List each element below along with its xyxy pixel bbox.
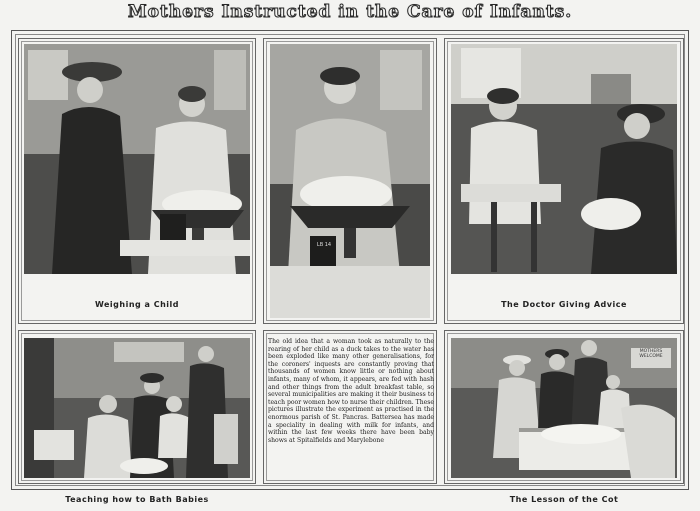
cot-sign: MOTHERS WELCOME [639, 349, 663, 359]
photo-weighing [24, 44, 250, 274]
caption-cot: The Lesson of the Cot [509, 495, 619, 504]
scale-label: LB 14 [316, 242, 332, 248]
photo-center-weighing [270, 44, 430, 318]
caption-weighing: Weighing a Child [94, 300, 180, 309]
article-text: The old idea that a woman took as naturally to the rearing of her child as a duck takes to the water has been exploded like many other generalisations, for the coroners' inquests are constantly proving that thousands of women know little or nothing about infants, many of whom, it appears, are fed with hash and other things from the adult breakfast table, so several municipalities are making it their business to teach poor women how to nurse their children. These pictures illustrate the experiment as practised in the enormous parish of St. Pancras. Battersea has made a speciality in dealing with milk for infants, and within the last few weeks there have been baby shows at Spitalfields and Marylebone [268, 338, 434, 444]
caption-bathing: Teaching how to Bath Babies [65, 495, 209, 504]
photo-doctor [451, 44, 677, 274]
caption-doctor: The Doctor Giving Advice [501, 300, 627, 309]
page-title: Mothers Instructed in the Care of Infants. [127, 2, 573, 22]
photo-bathing [24, 338, 250, 478]
photo-cot [451, 338, 677, 478]
